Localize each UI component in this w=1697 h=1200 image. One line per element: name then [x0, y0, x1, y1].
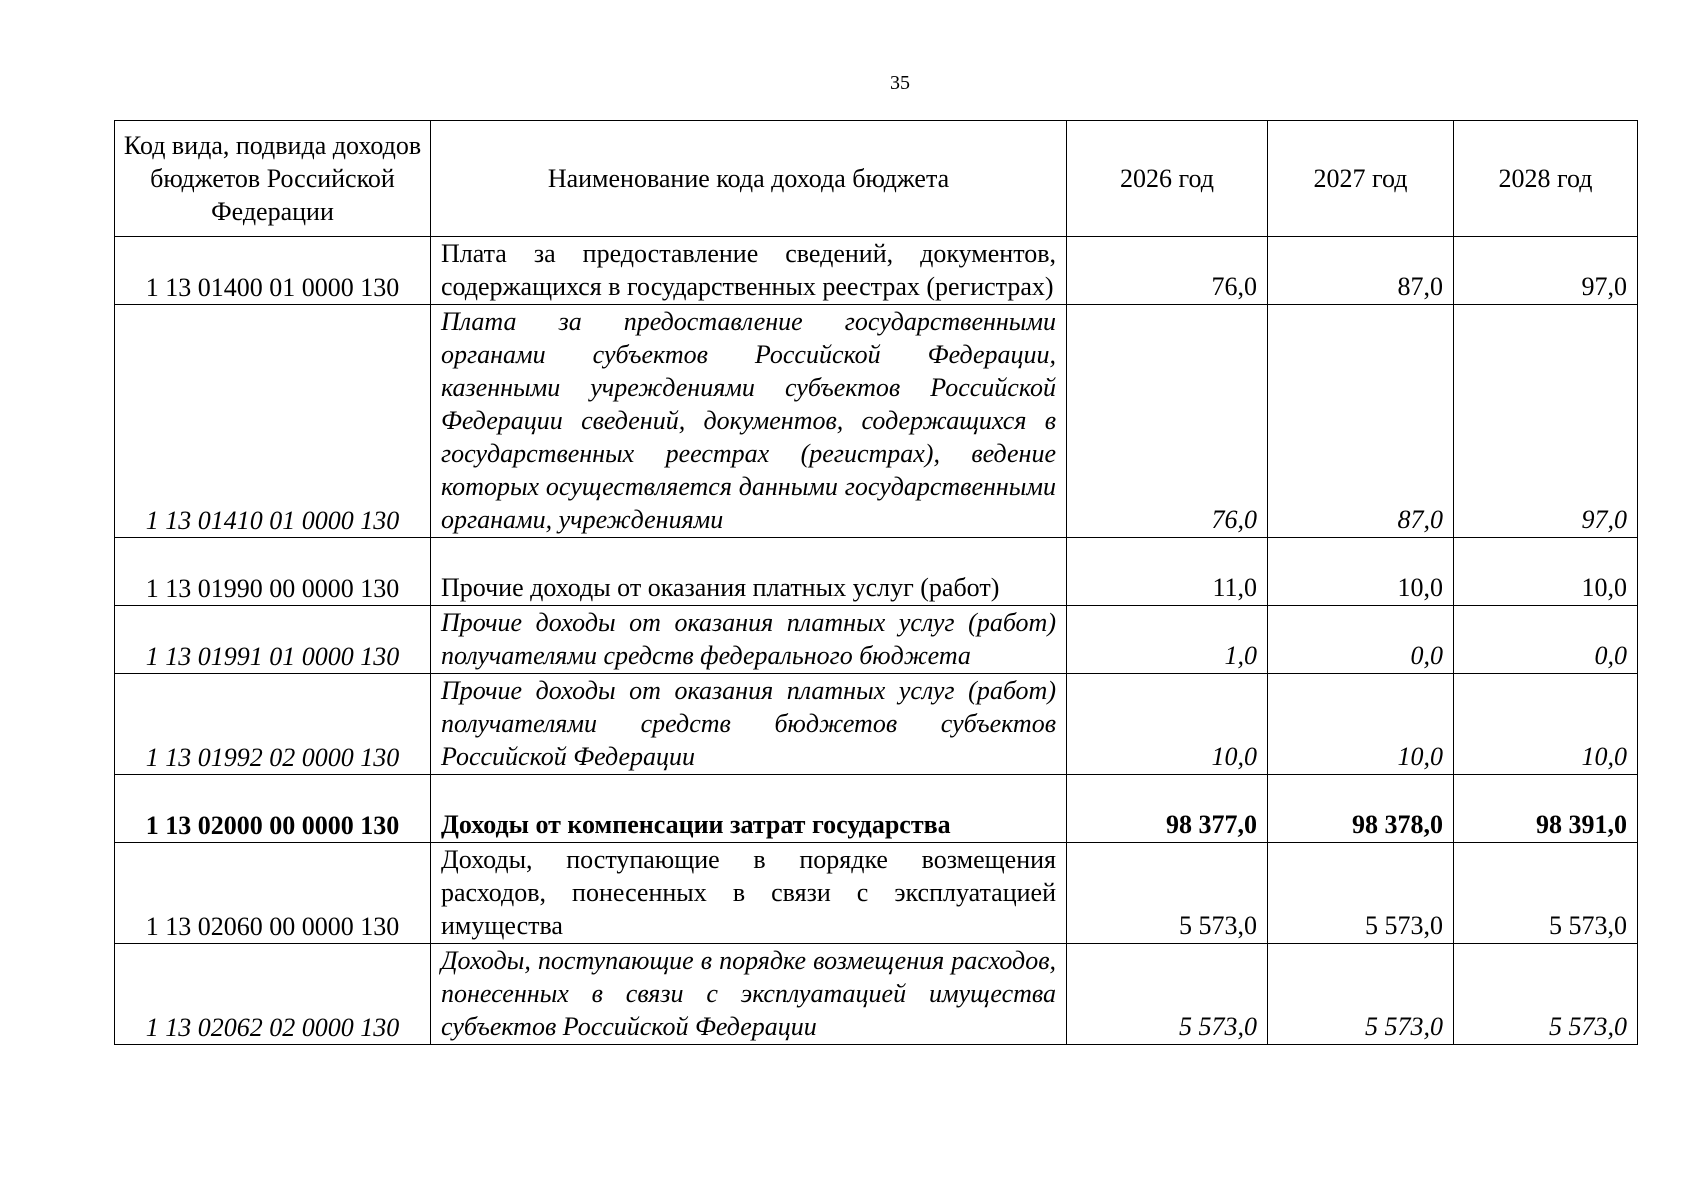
- row-code: 1 13 02000 00 0000 130: [115, 775, 431, 843]
- row-name: Прочие доходы от оказания платных услуг (работ) получателями средств бюджетов субъектов Российской Федерации: [431, 674, 1067, 775]
- row-name: Плата за предоставление сведений, документов, содержащихся в государственных реестрах (регистрах): [431, 237, 1067, 305]
- table-row: [115, 606, 1638, 674]
- row-code: 1 13 02060 00 0000 130: [115, 843, 431, 944]
- row-value-2028: 10,0: [1454, 538, 1638, 606]
- table-row: [115, 843, 1638, 944]
- row-name: Доходы, поступающие в порядке возмещения расходов, понесенных в связи с эксплуатацией имущества субъектов Российской Федерации: [431, 944, 1067, 1045]
- row-value-2026: 5 573,0: [1067, 944, 1268, 1045]
- row-value-2028: 98 391,0: [1454, 775, 1638, 843]
- table-row: [115, 775, 1638, 843]
- row-value-2027: 98 378,0: [1268, 775, 1454, 843]
- row-code: 1 13 01991 01 0000 130: [115, 606, 431, 674]
- row-value-2028: 5 573,0: [1454, 843, 1638, 944]
- row-code: 1 13 02062 02 0000 130: [115, 944, 431, 1045]
- row-value-2027: 87,0: [1268, 237, 1454, 305]
- row-value-2027: 5 573,0: [1268, 944, 1454, 1045]
- row-value-2028: 10,0: [1454, 674, 1638, 775]
- header-2026: 2026 год: [1067, 121, 1268, 237]
- row-code: 1 13 01992 02 0000 130: [115, 674, 431, 775]
- row-value-2027: 87,0: [1268, 305, 1454, 538]
- row-value-2026: 11,0: [1067, 538, 1268, 606]
- row-value-2028: 97,0: [1454, 237, 1638, 305]
- table-row: [115, 305, 1638, 538]
- row-value-2028: 97,0: [1454, 305, 1638, 538]
- table-row: [115, 237, 1638, 305]
- header-2028: 2028 год: [1454, 121, 1638, 237]
- row-name: Прочие доходы от оказания платных услуг (работ): [431, 538, 1067, 606]
- row-value-2027: 0,0: [1268, 606, 1454, 674]
- row-code: 1 13 01990 00 0000 130: [115, 538, 431, 606]
- page-number: 35: [890, 72, 910, 94]
- row-value-2026: 5 573,0: [1067, 843, 1268, 944]
- row-value-2026: 10,0: [1067, 674, 1268, 775]
- row-value-2026: 76,0: [1067, 305, 1268, 538]
- row-value-2027: 10,0: [1268, 538, 1454, 606]
- table-row: [115, 538, 1638, 606]
- row-value-2026: 76,0: [1067, 237, 1268, 305]
- header-name: Наименование кода дохода бюджета: [431, 121, 1067, 237]
- row-value-2027: 10,0: [1268, 674, 1454, 775]
- header-2027: 2027 год: [1268, 121, 1454, 237]
- row-value-2026: 98 377,0: [1067, 775, 1268, 843]
- row-code: 1 13 01400 01 0000 130: [115, 237, 431, 305]
- row-value-2028: 0,0: [1454, 606, 1638, 674]
- row-value-2028: 5 573,0: [1454, 944, 1638, 1045]
- row-name: Прочие доходы от оказания платных услуг (работ) получателями средств федерального бюджета: [431, 606, 1067, 674]
- table-header-row: [115, 121, 1638, 237]
- revenue-table: [114, 120, 1638, 1045]
- table-row: [115, 944, 1638, 1045]
- header-code: Код вида, подвида доходов бюджетов Российской Федерации: [115, 121, 431, 237]
- table-row: [115, 674, 1638, 775]
- row-name: Доходы от компенсации затрат государства: [431, 775, 1067, 843]
- row-value-2027: 5 573,0: [1268, 843, 1454, 944]
- row-code: 1 13 01410 01 0000 130: [115, 305, 431, 538]
- row-name: Доходы, поступающие в порядке возмещения расходов, понесенных в связи с эксплуатацией имущества: [431, 843, 1067, 944]
- row-value-2026: 1,0: [1067, 606, 1268, 674]
- row-name: Плата за предоставление государственными органами субъектов Российской Федерации, казенными учреждениями субъектов Российской Федерации сведений, документов, содержащихся в государственных реестрах (регистрах), ведение которых осуществляется данными государственными органами, учреждениями: [431, 305, 1067, 538]
